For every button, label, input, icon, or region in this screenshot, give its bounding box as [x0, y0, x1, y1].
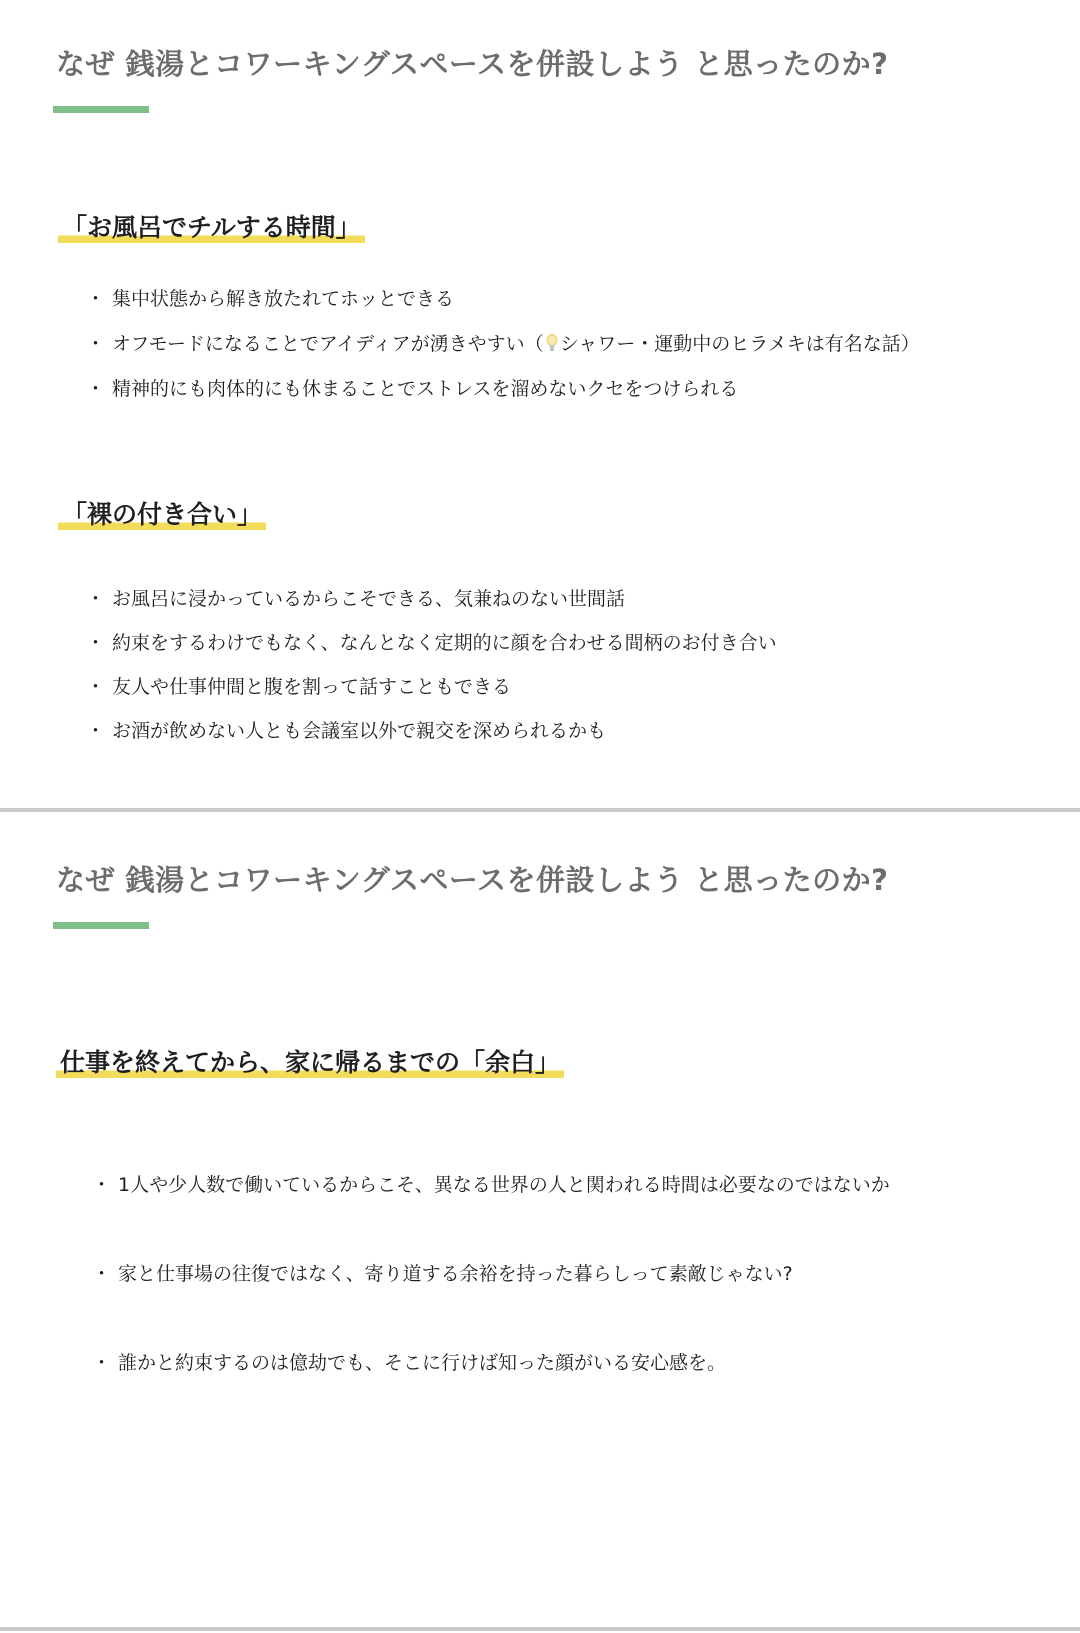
title-underline [53, 106, 149, 113]
slide-2 [0, 814, 1080, 1627]
slide-divider [0, 1627, 1080, 1631]
bullet-list-margin [98, 1172, 890, 1439]
list-item: ・ 誰かと約束するのは億劫でも、そこに行けば知った顔がいる安心感を。 [98, 1350, 890, 1439]
slide-1 [0, 0, 1080, 808]
list-item [92, 331, 920, 376]
list-item: ・ 友人や仕事仲間と腹を割って話すこともできる [92, 674, 777, 718]
list-item-text: オフモードになることでアイディアが湧きやすい（ [112, 333, 544, 355]
list-item: ・ 精神的にも肉体的にも休まることでストレスを溜めないクセをつけられる [92, 376, 920, 421]
list-item: ・ 1人や少人数で働いているからこそ、異なる世界の人と関われる時間は必要なのではないか [98, 1172, 890, 1261]
section-heading-naked: 「裸の付き合い」 [58, 495, 266, 533]
slide-title: なぜ 銭湯とコワーキングスペースを併設しよう と思ったのか? [56, 863, 889, 897]
title-underline [53, 922, 149, 929]
list-item: ・ お酒が飲めない人とも会議室以外で親交を深められるかも [92, 718, 777, 762]
list-item-text-after-icon: シャワー・運動中のヒラメキは有名な話） [559, 333, 920, 355]
bullet-list-chill [92, 286, 920, 421]
section-heading-chill: 「お風呂でチルする時間」 [58, 208, 365, 246]
lightbulb-icon [546, 333, 558, 351]
bullet-list-naked [92, 586, 777, 762]
list-item: ・ お風呂に浸かっているからこそできる、気兼ねのない世間話 [92, 586, 777, 630]
list-item: ・ 集中状態から解き放たれてホッとできる [92, 286, 920, 331]
slide-divider [0, 808, 1080, 812]
list-item: ・ 約束をするわけでもなく、なんとなく定期的に顔を合わせる間柄のお付き合い [92, 630, 777, 674]
list-item: ・ 家と仕事場の往復ではなく、寄り道する余裕を持った暮らしって素敵じゃない? [98, 1261, 890, 1350]
slide-title: なぜ 銭湯とコワーキングスペースを併設しよう と思ったのか? [56, 47, 889, 81]
section-heading-margin: 仕事を終えてから、家に帰るまでの「余白」 [56, 1043, 564, 1081]
